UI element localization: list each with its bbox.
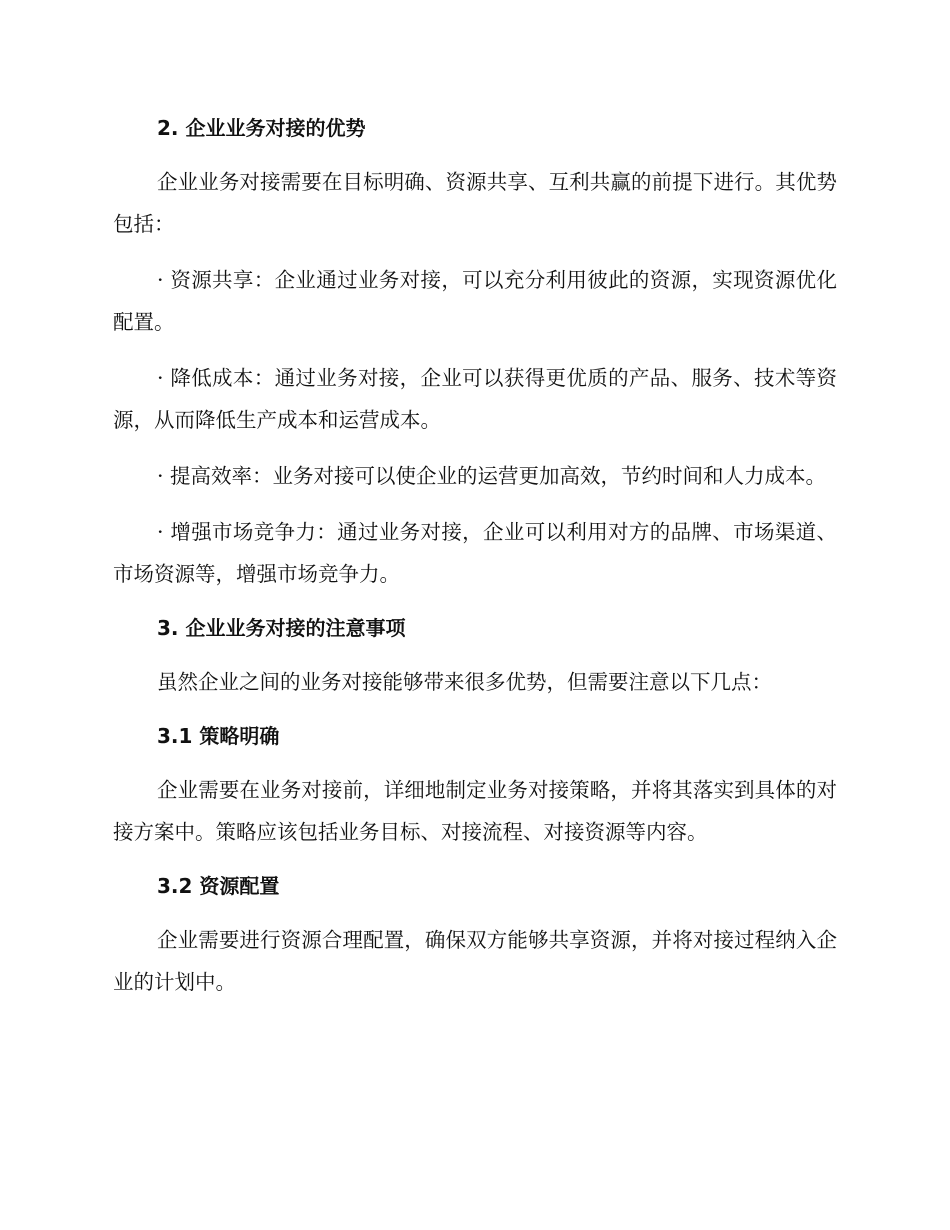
advantage-item-efficiency: · 提高效率：业务对接可以使企业的运营更加高效，节约时间和人力成本。 [157,464,827,488]
section-heading-notes: 3. 企业业务对接的注意事项 [157,616,406,640]
advantage-item-competitiveness: · 增强市场竞争力：通过业务对接，企业可以利用对方的品牌、市场渠道、市场资源等，增强市场竞争力。 [113,520,837,586]
advantage-item-cost-reduction: · 降低成本：通过业务对接，企业可以获得更优质的产品、服务、技术等资源，从而降低生产成本和运营成本。 [113,366,837,432]
advantages-intro-paragraph: 企业业务对接需要在目标明确、资源共享、互利共赢的前提下进行。其优势包括： [113,170,837,236]
strategy-paragraph: 企业需要在业务对接前，详细地制定业务对接策略，并将其落实到具体的对接方案中。策略应该包括业务目标、对接流程、对接资源等内容。 [113,778,837,844]
advantage-item-resource-sharing: · 资源共享：企业通过业务对接，可以充分利用彼此的资源，实现资源优化配置。 [113,268,837,334]
notes-intro-paragraph: 虽然企业之间的业务对接能够带来很多优势，但需要注意以下几点： [157,670,772,694]
document-body [113,108,837,1003]
resource-allocation-paragraph: 企业需要进行资源合理配置，确保双方能够共享资源，并将对接过程纳入企业的计划中。 [113,928,837,994]
subsection-heading-resource-allocation: 3.2 资源配置 [157,874,280,898]
section-heading-advantages: 2. 企业业务对接的优势 [157,116,366,140]
subsection-heading-strategy: 3.1 策略明确 [157,724,280,748]
